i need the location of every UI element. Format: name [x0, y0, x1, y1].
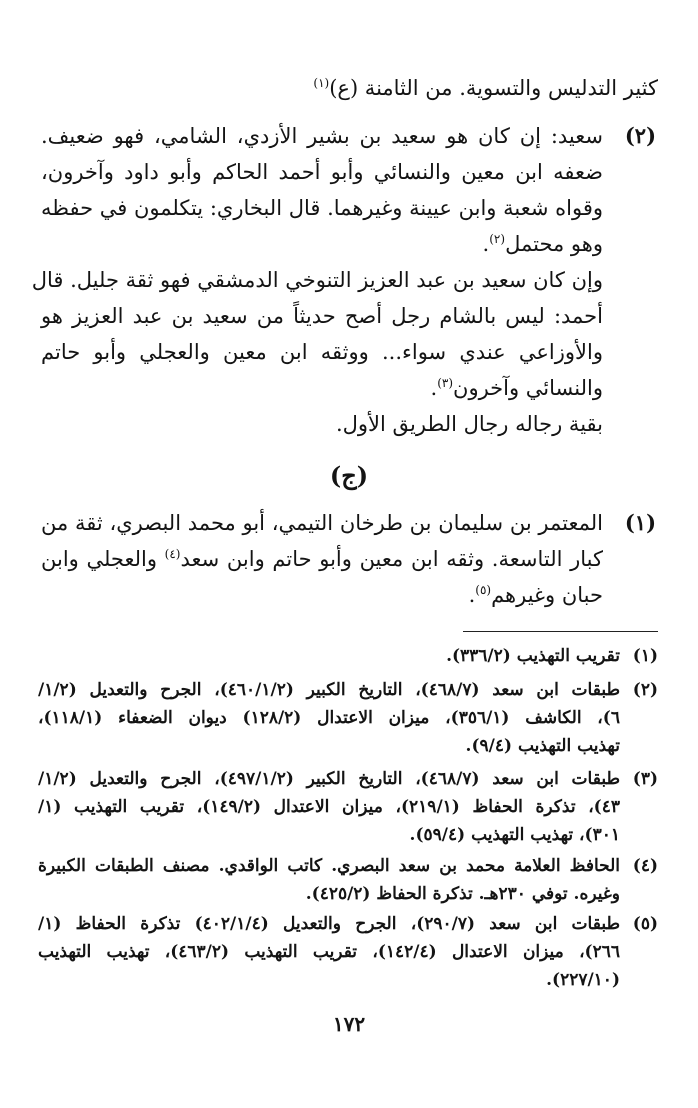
- footnote: [38, 765, 658, 849]
- footnote-line: ٦)، الكاشف (٣٥٦/١)، ميزان الاعتدال (١٢٨/٢) ديوان الضعفاء (١١٨/١)،: [38, 708, 620, 728]
- entry-number: (٢): [624, 123, 656, 148]
- text-line: ضعفه ابن معين والنسائي وأبو أحمد الحاكم وأبو داود وآخرون،: [41, 160, 603, 184]
- footnote-ref: (٤): [164, 547, 181, 561]
- text-line: بقية رجاله رجال الطريق الأول.: [335, 412, 603, 436]
- footnote: [38, 910, 658, 994]
- footnote: [38, 852, 658, 908]
- punctuation: .: [482, 232, 490, 256]
- text-line: وقواه شعبة وابن عيينة وغيرهما. قال البخاري: يتكلمون في حفظه: [41, 196, 603, 220]
- footnote-number: (٥): [632, 914, 658, 934]
- section-mark: (ج): [329, 461, 369, 490]
- footnote-line: وغيره. توفي ٢٣٠هـ. تذكرة الحفاظ (٤٢٥/٢).: [305, 884, 620, 904]
- footnote-line: ٢٦٦)، ميزان الاعتدال (١٤٢/٤)، تقريب التهذيب (٤٦٣/٢)، تهذيب التهذيب: [38, 942, 621, 962]
- footnote-line: طبقات ابن سعد (٤٦٨/٧)، التاريخ الكبير (٤٩٧/١/٢)، الجرح والتعديل (١/٢/: [38, 769, 620, 789]
- footnote: [38, 676, 658, 760]
- entry-paragraph: [41, 505, 603, 613]
- text-line: والنسائي وآخرون: [453, 376, 603, 400]
- footnote-ref: (٣): [437, 376, 454, 390]
- page-number: ١٧٢: [332, 1012, 366, 1036]
- footnote-line: طبقات ابن سعد (٤٦٨/٧)، التاريخ الكبير (٤٦٠/١/٢)، الجرح والتعديل (١/٢/: [38, 680, 620, 700]
- footnote-line: طبقات ابن سعد (٢٩٠/٧)، الجرح والتعديل (٤٠٢/١/٤) تذكرة الحفاظ (١/: [38, 914, 620, 934]
- footnote-ref: (٥): [475, 583, 492, 597]
- text-line: وإن كان سعيد بن عبد العزيز التنوخي الدمشقي فهو ثقة جليل. قال: [31, 268, 603, 292]
- footnote-line: الحافظ العلامة محمد بن سعد البصري. كاتب الواقدي. مصنف الطبقات الكبيرة: [38, 856, 620, 876]
- footnote-ref: (١): [313, 76, 330, 90]
- text-line: المعتمر بن سليمان بن طرخان التيمي، أبو محمد البصري، ثقة من: [41, 511, 603, 535]
- entry-paragraph: [31, 262, 603, 406]
- footnote-line: ٣٠١)، تهذيب التهذيب (٥٩/٤).: [409, 825, 620, 845]
- footnote-line: تقريب التهذيب (٣٣٦/٢).: [446, 646, 620, 666]
- punctuation: .: [468, 583, 476, 607]
- text-line: كبار التاسعة. وثقه ابن معين وأبو حاتم وابن سعد: [180, 547, 603, 571]
- entry-paragraph: [41, 406, 603, 442]
- footnote-line: (٢٢٧/١٠).: [546, 970, 620, 990]
- text-line: سعيد: إن كان هو سعيد بن بشير الأزدي، الشامي، فهو ضعيف.: [41, 124, 603, 148]
- text-line: والعجلي وابن: [41, 547, 165, 571]
- text-line: أحمد: ليس بالشام رجل أصح حديثاً من سعيد بن عبد العزيز هو: [41, 304, 603, 328]
- footnote-number: (١): [632, 646, 658, 666]
- footnote-separator: [463, 631, 658, 632]
- continuation-text: كثير التدليس والتسوية. من الثامنة (ع): [329, 76, 658, 100]
- footnote-ref: (٢): [489, 232, 506, 246]
- text-line: حبان وغيرهم: [491, 583, 603, 607]
- footnote-number: (٤): [632, 856, 658, 876]
- footnote-number: (٢): [632, 680, 658, 700]
- footnote-line: تهذيب التهذيب (٩/٤).: [465, 736, 620, 756]
- footnote-line: ٤٣)، تذكرة الحفاظ (٢١٩/١)، ميزان الاعتدال (١٤٩/٢)، تقريب التهذيب (١/: [38, 797, 620, 817]
- footnote-number: (٣): [632, 769, 658, 789]
- text-line: والأوزاعي عندي سواء... ووثقه ابن معين والعجلي وأبو حاتم: [41, 340, 603, 364]
- continuation-line: [38, 70, 658, 106]
- punctuation: .: [430, 376, 438, 400]
- entry-number: (١): [624, 510, 656, 535]
- entry-paragraph: [41, 118, 603, 262]
- footnote: [38, 642, 658, 670]
- text-line: وهو محتمل: [505, 232, 603, 256]
